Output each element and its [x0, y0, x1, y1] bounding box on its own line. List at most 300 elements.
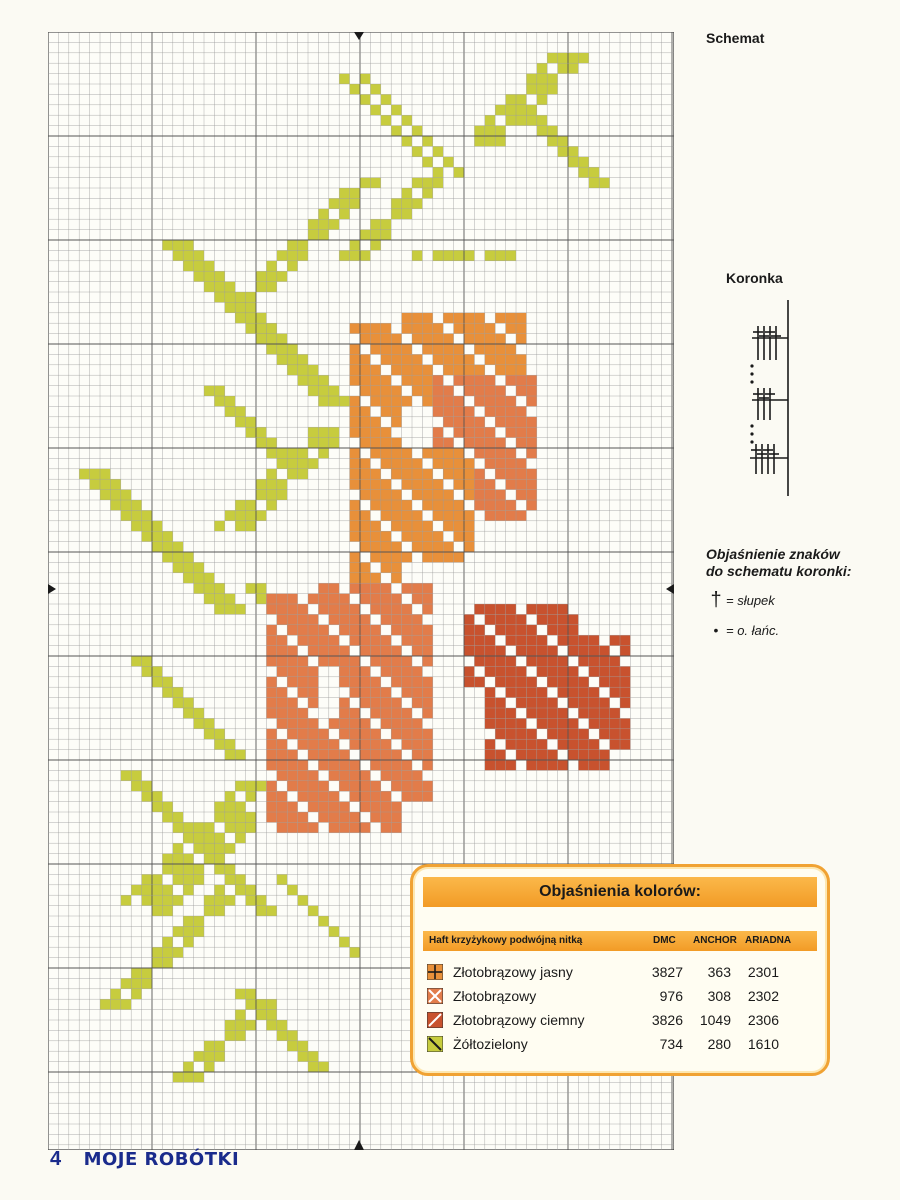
chart-stitch — [308, 781, 318, 791]
chart-stitch — [370, 656, 380, 666]
chart-stitch — [370, 739, 380, 749]
chart-stitch — [506, 469, 516, 479]
chart-stitch — [142, 968, 152, 978]
chart-stitch — [308, 906, 318, 916]
chart-stitch — [391, 666, 401, 676]
chart-stitch — [412, 635, 422, 645]
chart-stitch — [339, 188, 349, 198]
chart-stitch — [537, 760, 547, 770]
chart-stitch — [183, 926, 193, 936]
chart-stitch — [308, 230, 318, 240]
chart-stitch — [350, 552, 360, 562]
chart-stitch — [485, 396, 495, 406]
chart-stitch — [422, 479, 432, 489]
chart-stitch — [464, 427, 474, 437]
chart-stitch — [558, 614, 568, 624]
chart-stitch — [318, 396, 328, 406]
chart-stitch — [402, 458, 412, 468]
chart-stitch — [308, 750, 318, 760]
chart-stitch — [474, 479, 484, 489]
chart-stitch — [266, 802, 276, 812]
chart-stitch — [599, 750, 609, 760]
chart-stitch — [79, 469, 89, 479]
chart-stitch — [526, 750, 536, 760]
chart-stitch — [256, 438, 266, 448]
chart-stitch — [204, 906, 214, 916]
chart-stitch — [381, 687, 391, 697]
chart-stitch — [474, 635, 484, 645]
chart-stitch — [142, 666, 152, 676]
chart-stitch — [225, 843, 235, 853]
chart-stitch — [402, 323, 412, 333]
chart-stitch — [443, 334, 453, 344]
chart-stitch — [381, 739, 391, 749]
chart-stitch — [350, 677, 360, 687]
chart-stitch — [370, 687, 380, 697]
chart-stitch — [329, 614, 339, 624]
chart-stitch — [443, 157, 453, 167]
chart-stitch — [506, 510, 516, 520]
chart-stitch — [318, 625, 328, 635]
chart-stitch — [402, 115, 412, 125]
chart-stitch — [381, 115, 391, 125]
chart-stitch — [235, 302, 245, 312]
chart-stitch — [266, 625, 276, 635]
chart-stitch — [350, 323, 360, 333]
chart-stitch — [516, 365, 526, 375]
chart-stitch — [350, 687, 360, 697]
chart-stitch — [329, 770, 339, 780]
chart-stitch — [350, 708, 360, 718]
chart-stitch — [308, 666, 318, 676]
chart-stitch — [350, 84, 360, 94]
chart-stitch — [183, 240, 193, 250]
chart-stitch — [173, 864, 183, 874]
chart-stitch — [558, 718, 568, 728]
chart-stitch — [266, 594, 276, 604]
ariadna-code: 2301 — [747, 964, 779, 980]
chart-stitch — [370, 469, 380, 479]
chart-stitch — [90, 479, 100, 489]
chart-stitch — [350, 729, 360, 739]
chart-stitch — [381, 750, 391, 760]
chart-stitch — [266, 646, 276, 656]
chart-stitch — [173, 926, 183, 936]
chart-stitch — [578, 760, 588, 770]
chart-stitch — [277, 458, 287, 468]
chart-stitch — [589, 760, 599, 770]
chart-stitch — [194, 864, 204, 874]
color-legend-row — [427, 985, 815, 1007]
chart-stitch — [266, 812, 276, 822]
chart-stitch — [495, 417, 505, 427]
chart-stitch — [391, 677, 401, 687]
chart-stitch — [360, 583, 370, 593]
chart-stitch — [402, 344, 412, 354]
chart-stitch — [568, 146, 578, 156]
chart-stitch — [246, 500, 256, 510]
chart-stitch — [402, 604, 412, 614]
chart-stitch — [266, 469, 276, 479]
chart-stitch — [474, 625, 484, 635]
chart-stitch — [350, 510, 360, 520]
chart-stitch — [350, 812, 360, 822]
chart-stitch — [464, 386, 474, 396]
chart-stitch — [329, 750, 339, 760]
chart-stitch — [422, 178, 432, 188]
chart-stitch — [422, 334, 432, 344]
chart-stitch — [485, 604, 495, 614]
chart-stitch — [214, 895, 224, 905]
chart-stitch — [266, 760, 276, 770]
chart-stitch — [516, 739, 526, 749]
chart-stitch — [381, 666, 391, 676]
chart-stitch — [526, 427, 536, 437]
chart-stitch — [516, 510, 526, 520]
chart-stitch — [142, 791, 152, 801]
chart-stitch — [381, 427, 391, 437]
chart-stitch — [506, 448, 516, 458]
chart-stitch — [298, 458, 308, 468]
chart-stitch — [558, 739, 568, 749]
chart-stitch — [454, 250, 464, 260]
chart-stitch — [162, 687, 172, 697]
chart-stitch — [391, 354, 401, 364]
chart-stitch — [100, 469, 110, 479]
chart-stitch — [277, 750, 287, 760]
chart-stitch — [214, 864, 224, 874]
chart-stitch — [162, 240, 172, 250]
chart-stitch — [578, 53, 588, 63]
chart-stitch — [516, 687, 526, 697]
chart-stitch — [339, 656, 349, 666]
chart-stitch — [246, 313, 256, 323]
chart-stitch — [339, 625, 349, 635]
chart-stitch — [308, 1062, 318, 1072]
chart-stitch — [266, 604, 276, 614]
chart-stitch — [350, 500, 360, 510]
chart-stitch — [204, 718, 214, 728]
chart-stitch — [298, 1041, 308, 1051]
chart-stitch — [506, 635, 516, 645]
chart-stitch — [454, 469, 464, 479]
chart-stitch — [329, 739, 339, 749]
chart-stitch — [381, 635, 391, 645]
chart-stitch — [537, 115, 547, 125]
chart-stitch — [381, 479, 391, 489]
chart-stitch — [329, 583, 339, 593]
chart-stitch — [433, 438, 443, 448]
anchor-code: 1049 — [699, 1012, 731, 1028]
chart-stitch — [578, 167, 588, 177]
chart-stitch — [152, 531, 162, 541]
column-header-ariadna: ARIADNA — [745, 935, 792, 946]
chart-stitch — [402, 677, 412, 687]
chart-stitch — [277, 344, 287, 354]
chart-stitch — [537, 614, 547, 624]
chart-stitch — [183, 562, 193, 572]
chart-stitch — [235, 781, 245, 791]
chart-stitch — [526, 396, 536, 406]
chart-stitch — [277, 1030, 287, 1040]
column-header-stitch: Haft krzyżykowy podwójną nitką — [429, 935, 583, 946]
chart-stitch — [350, 666, 360, 676]
chart-stitch — [360, 802, 370, 812]
chart-stitch — [142, 874, 152, 884]
color-name: Złotobrązowy jasny — [453, 964, 573, 980]
chart-stitch — [495, 438, 505, 448]
chart-stitch — [173, 687, 183, 697]
chart-stitch — [183, 1072, 193, 1082]
chart-stitch — [298, 770, 308, 780]
chart-stitch — [506, 739, 516, 749]
chart-stitch — [308, 219, 318, 229]
chart-stitch — [422, 604, 432, 614]
chart-stitch — [485, 479, 495, 489]
chart-stitch — [464, 521, 474, 531]
chart-stitch — [277, 614, 287, 624]
chart-stitch — [173, 947, 183, 957]
chart-stitch — [225, 864, 235, 874]
chart-stitch — [433, 354, 443, 364]
chart-stitch — [402, 708, 412, 718]
chart-stitch — [214, 854, 224, 864]
chart-stitch — [443, 313, 453, 323]
chart-stitch — [339, 209, 349, 219]
chart-stitch — [350, 781, 360, 791]
chart-stitch — [256, 271, 266, 281]
chart-stitch — [360, 230, 370, 240]
chart-stitch — [433, 178, 443, 188]
color-name: Złotobrązowy ciemny — [453, 1012, 585, 1028]
chart-stitch — [391, 510, 401, 520]
chart-stitch — [464, 479, 474, 489]
chart-stitch — [214, 282, 224, 292]
chart-stitch — [422, 375, 432, 385]
column-header-anchor: ANCHOR — [693, 935, 737, 946]
chart-stitch — [235, 1030, 245, 1040]
chart-stitch — [173, 1072, 183, 1082]
chart-stitch — [235, 521, 245, 531]
chart-stitch — [266, 750, 276, 760]
chart-stitch — [391, 386, 401, 396]
chart-stitch — [547, 708, 557, 718]
chart-stitch — [412, 677, 422, 687]
chart-stitch — [162, 885, 172, 895]
chart-stitch — [516, 417, 526, 427]
chart-stitch — [402, 209, 412, 219]
chart-stitch — [131, 656, 141, 666]
chart-stitch — [298, 250, 308, 260]
chart-stitch — [402, 760, 412, 770]
chart-stitch — [370, 490, 380, 500]
chart-stitch — [152, 542, 162, 552]
chart-stitch — [350, 604, 360, 614]
chart-stitch — [526, 760, 536, 770]
chart-stitch — [381, 344, 391, 354]
chart-stitch — [204, 282, 214, 292]
chart-stitch — [412, 646, 422, 656]
lace-edging-diagram — [742, 300, 802, 500]
chart-stitch — [599, 760, 609, 770]
chart-stitch — [443, 417, 453, 427]
chart-stitch — [370, 531, 380, 541]
color-legend-box — [410, 864, 830, 1076]
chart-stitch — [350, 760, 360, 770]
chart-stitch — [454, 531, 464, 541]
chart-stitch — [526, 469, 536, 479]
chart-stitch — [402, 136, 412, 146]
chart-stitch — [526, 438, 536, 448]
chart-stitch — [360, 635, 370, 645]
chart-stitch — [360, 646, 370, 656]
chart-stitch — [298, 656, 308, 666]
chart-stitch — [370, 552, 380, 562]
chart-stitch — [485, 115, 495, 125]
chart-stitch — [464, 542, 474, 552]
chart-stitch — [433, 531, 443, 541]
chart-stitch — [214, 594, 224, 604]
chart-stitch — [422, 157, 432, 167]
chart-stitch — [339, 604, 349, 614]
chart-stitch — [152, 791, 162, 801]
chart-stitch — [339, 198, 349, 208]
chart-stitch — [526, 729, 536, 739]
chart-stitch — [266, 708, 276, 718]
chart-stitch — [152, 885, 162, 895]
chart-stitch — [370, 812, 380, 822]
chart-stitch — [547, 625, 557, 635]
chart-stitch — [443, 510, 453, 520]
chart-stitch — [360, 94, 370, 104]
chart-stitch — [568, 646, 578, 656]
chart-stitch — [318, 646, 328, 656]
schemat-title: Schemat — [706, 30, 765, 46]
color-legend-row — [427, 1033, 815, 1055]
chart-stitch — [194, 583, 204, 593]
chart-stitch — [474, 646, 484, 656]
dmc-code: 3827 — [651, 964, 683, 980]
chart-stitch — [578, 729, 588, 739]
chart-stitch — [370, 604, 380, 614]
chart-stitch — [204, 895, 214, 905]
chart-stitch — [173, 240, 183, 250]
chart-stitch — [443, 521, 453, 531]
chart-stitch — [495, 406, 505, 416]
chart-stitch — [308, 739, 318, 749]
chart-stitch — [110, 490, 120, 500]
chart-stitch — [298, 718, 308, 728]
chart-stitch — [298, 666, 308, 676]
chart-stitch — [360, 718, 370, 728]
chart-stitch — [287, 656, 297, 666]
chart-stitch — [370, 791, 380, 801]
chart-stitch — [547, 656, 557, 666]
chart-stitch — [246, 292, 256, 302]
chart-stitch — [464, 490, 474, 500]
chart-stitch — [266, 656, 276, 666]
chart-stitch — [443, 448, 453, 458]
chart-stitch — [422, 791, 432, 801]
chart-stitch — [121, 999, 131, 1009]
chart-stitch — [485, 375, 495, 385]
chart-stitch — [100, 490, 110, 500]
chart-stitch — [214, 729, 224, 739]
chart-stitch — [443, 500, 453, 510]
chart-stitch — [391, 406, 401, 416]
chart-stitch — [526, 490, 536, 500]
chart-stitch — [422, 386, 432, 396]
chart-stitch — [454, 552, 464, 562]
chart-stitch — [318, 594, 328, 604]
chart-stitch — [256, 479, 266, 489]
chart-stitch — [246, 989, 256, 999]
chart-stitch — [214, 739, 224, 749]
chart-stitch — [547, 729, 557, 739]
chart-stitch — [422, 344, 432, 354]
chart-stitch — [495, 448, 505, 458]
chart-stitch — [204, 573, 214, 583]
chart-stitch — [402, 791, 412, 801]
chart-stitch — [402, 521, 412, 531]
chart-stitch — [412, 178, 422, 188]
chart-stitch — [246, 885, 256, 895]
chart-stitch — [402, 313, 412, 323]
chart-stitch — [381, 698, 391, 708]
chart-stitch — [308, 1051, 318, 1061]
chart-stitch — [194, 1051, 204, 1061]
chart-stitch — [225, 812, 235, 822]
chart-stitch — [287, 365, 297, 375]
chart-stitch — [464, 646, 474, 656]
chart-stitch — [266, 677, 276, 687]
chart-stitch — [464, 458, 474, 468]
chart-stitch — [152, 874, 162, 884]
chart-stitch — [391, 822, 401, 832]
chart-stitch — [433, 510, 443, 520]
chart-stitch — [516, 94, 526, 104]
chart-stitch — [391, 781, 401, 791]
chart-stitch — [308, 770, 318, 780]
chart-stitch — [266, 739, 276, 749]
chart-stitch — [433, 396, 443, 406]
chart-stitch — [246, 1020, 256, 1030]
chart-stitch — [318, 438, 328, 448]
chart-stitch — [402, 729, 412, 739]
chart-stitch — [214, 1051, 224, 1061]
chart-stitch — [339, 770, 349, 780]
chart-stitch — [350, 365, 360, 375]
chart-stitch — [402, 718, 412, 728]
chart-stitch — [235, 1020, 245, 1030]
chart-stitch — [464, 375, 474, 385]
chart-stitch — [506, 250, 516, 260]
chart-stitch — [495, 365, 505, 375]
chart-stitch — [339, 822, 349, 832]
chart-stitch — [402, 583, 412, 593]
chart-stitch — [391, 209, 401, 219]
chart-stitch — [391, 438, 401, 448]
chart-stitch — [381, 802, 391, 812]
chart-stitch — [225, 1030, 235, 1040]
chart-stitch — [495, 614, 505, 624]
chart-stitch — [402, 635, 412, 645]
chart-stitch — [422, 552, 432, 562]
chart-stitch — [329, 396, 339, 406]
chart-stitch — [381, 583, 391, 593]
chart-stitch — [454, 396, 464, 406]
chart-stitch — [547, 666, 557, 676]
